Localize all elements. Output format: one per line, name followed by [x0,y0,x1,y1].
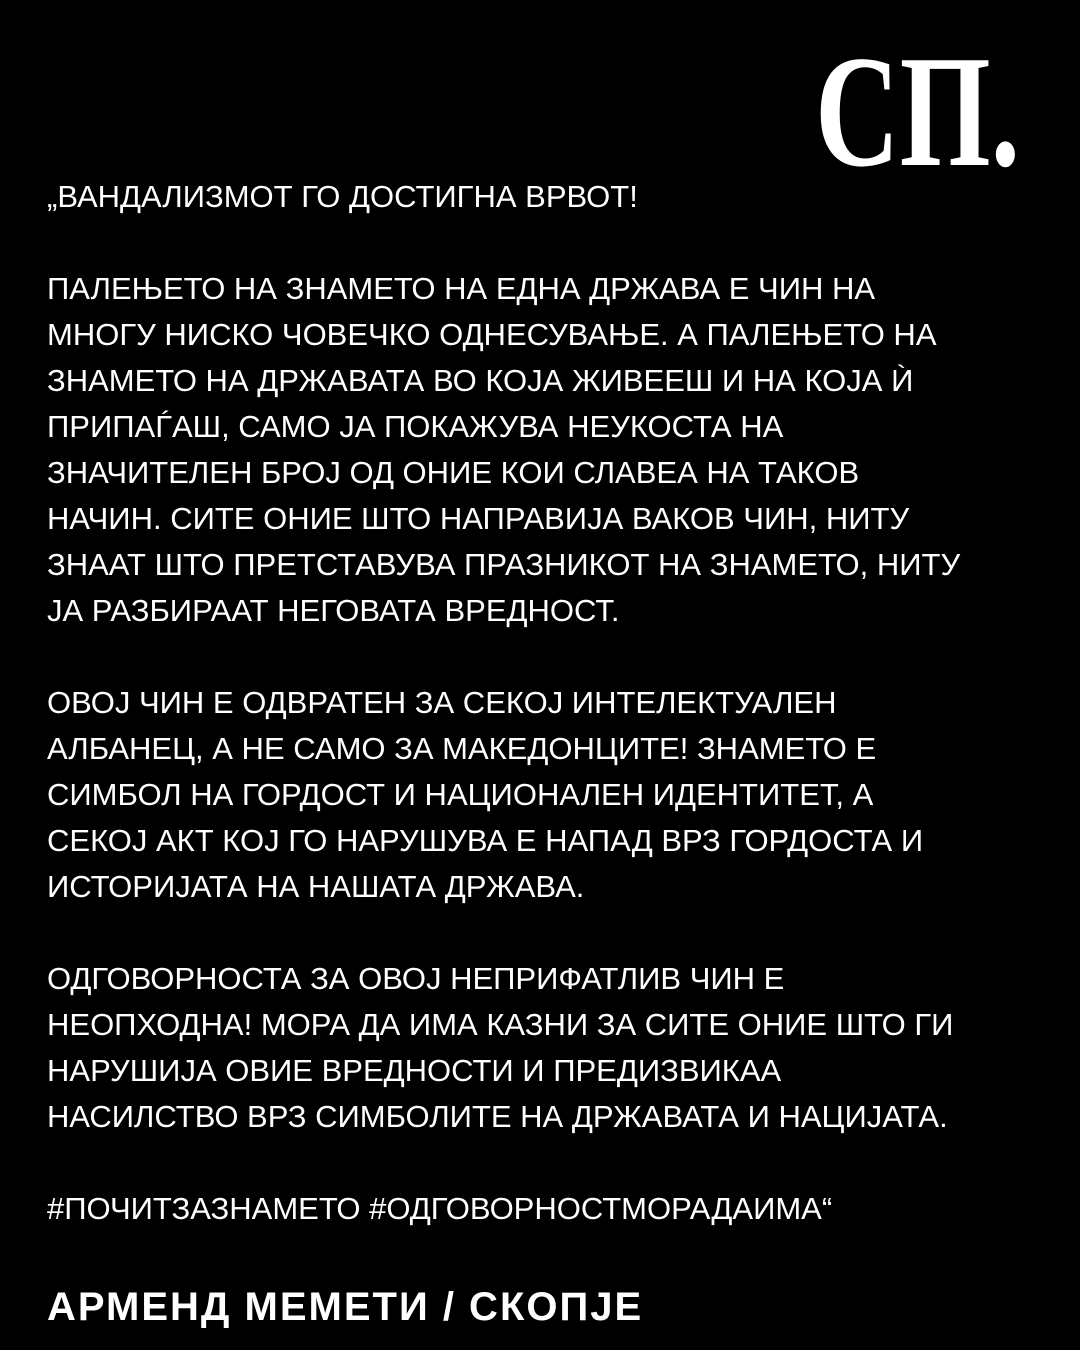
quote-line: ЈА РАЗБИРААТ НЕГОВАТА ВРЕДНОСТ. [47,593,620,628]
quote-line: НАСИЛСТВО ВРЗ СИМБОЛИТЕ НА ДРЖАВАТА И НАЦИЈАТА. [47,1099,948,1134]
quote-hashtags [47,1186,960,1232]
author-signature: АРМЕНД МЕМЕТИ / СКОПЈЕ [47,1285,644,1329]
quote-line: СИМБОЛ НА ГОРДОСТ И НАЦИОНАЛЕН ИДЕНТИТЕТ, А [47,777,874,812]
quote-line: МНОГУ НИСКО ЧОВЕЧКО ОДНЕСУВАЊЕ. А ПАЛЕЊЕТО НА [47,317,937,352]
quote-line: ЗНААТ ШТО ПРЕТСТАВУВА ПРАЗНИКОТ НА ЗНАМЕТО, НИТУ [47,547,961,582]
quote-line: НАРУШИЈА ОВИЕ ВРЕДНОСТИ И ПРЕДИЗВИКАА [47,1053,782,1088]
quote-paragraph-2 [47,266,960,634]
quote-line: НАЧИН. СИТЕ ОНИЕ ШТО НАПРАВИЈА ВАКОВ ЧИН, НИТУ [47,501,910,536]
quote-line: ОВОЈ ЧИН Е ОДВРАТЕН ЗА СЕКОЈ ИНТЕЛЕКТУАЛЕН [47,685,837,720]
quote-line: „ВАНДАЛИЗМОТ ГО ДОСТИГНА ВРВОТ! [47,179,638,214]
brand-logo-text: СП. [815,22,1020,200]
quote-line: СЕКОЈ АКТ КОЈ ГО НАРУШУВА Е НАПАД ВРЗ ГОРДОСТА И [47,823,924,858]
hashtags-line: #ПОЧИТЗАЗНАМЕТО #ОДГОВОРНОСТМОРАДАИМА“ [47,1191,833,1226]
quote-line: ЗНАЧИТЕЛЕН БРОЈ ОД ОНИЕ КОИ СЛАВЕА НА ТАКОВ [47,455,860,490]
quote-line: ПАЛЕЊЕТО НА ЗНАМЕТО НА ЕДНА ДРЖАВА Е ЧИН НА [47,271,876,306]
quote-line: ПРИПАЃАШ, САМО ЈА ПОКАЖУВА НЕУКОСТА НА [47,409,784,444]
brand-logo [808,22,1028,200]
quote-line: НЕОПХОДНА! МОРА ДА ИМА КАЗНИ ЗА СИТЕ ОНИЕ ШТО ГИ [47,1007,954,1042]
quote-line: ЗНАМЕТО НА ДРЖАВАТА ВО КОЈА ЖИВЕЕШ И НА КОЈА Ѝ [47,363,914,398]
quote-line: АЛБАНЕЦ, А НЕ САМО ЗА МАКЕДОНЦИТЕ! ЗНАМЕТО Е [47,731,877,766]
quote-line: ИСТОРИЈАТА НА НАШАТА ДРЖАВА. [47,869,585,904]
quote-paragraph-4 [47,956,960,1140]
quote-line: ОДГОВОРНОСТА ЗА ОВОЈ НЕПРИФАТЛИВ ЧИН Е [47,961,785,996]
quote-paragraph-3 [47,680,960,910]
quote-paragraph-1 [47,174,960,220]
quote-body [47,174,960,1278]
